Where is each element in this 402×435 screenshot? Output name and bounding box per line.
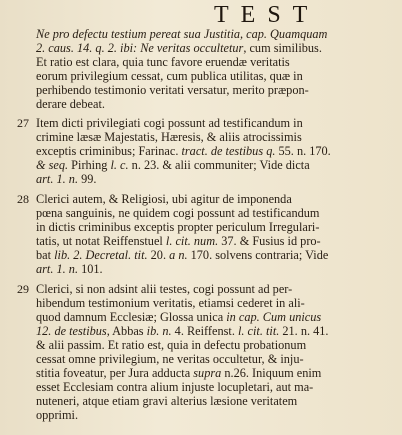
text-segment: 12. de testibus bbox=[36, 324, 107, 338]
text-segment: art. 1. n. bbox=[36, 262, 79, 276]
text-segment: 170. solvens contraria; Vide bbox=[187, 248, 329, 262]
text-segment: 99. bbox=[78, 172, 97, 186]
text-line bbox=[36, 172, 96, 186]
paragraph-number: 27 bbox=[17, 116, 29, 130]
text-segment: perhibendo testimonio veritati versatur, merito præpon- bbox=[36, 83, 309, 97]
text-segment: bat bbox=[36, 248, 55, 262]
text-segment: exceptis criminibus; Farinac. bbox=[36, 144, 182, 158]
text-segment: Ne pro defectu testium pereat sua Justitia, cap. Quamquam bbox=[36, 27, 328, 41]
text-segment: eorum privilegium cessat, cum publica utilitas, quæ in bbox=[36, 69, 303, 83]
text-segment: 2. caus. 14. q. 2. ibi: bbox=[36, 41, 141, 55]
text-line bbox=[36, 130, 302, 144]
text-segment: n. 23. & alii communiter; Vide dicta bbox=[128, 158, 310, 172]
text-segment: hibendum testimonium veritatis, etiamsi cederet in ali- bbox=[36, 296, 305, 310]
text-segment: Item dicti privilegiati cogi possunt ad testificandum in bbox=[36, 116, 303, 130]
text-segment: in cap. Cum unicus bbox=[226, 310, 322, 324]
text-line bbox=[36, 83, 309, 97]
text-segment: Clerici autem, & Religiosi, ubi agitur de imponenda bbox=[36, 192, 292, 206]
text-line bbox=[36, 324, 329, 338]
text-line bbox=[36, 220, 319, 234]
text-segment: cessat omne privilegium, ne veritas occultetur, & inju- bbox=[36, 352, 304, 366]
text-line bbox=[36, 296, 305, 310]
text-line bbox=[36, 192, 292, 206]
running-head: TEST bbox=[214, 2, 320, 28]
text-segment: 20. bbox=[147, 248, 170, 262]
text-segment: pœna sanguinis, ne quidem cogi possunt ad testificandum bbox=[36, 206, 320, 220]
text-line bbox=[36, 69, 303, 83]
text-segment: & seq. bbox=[36, 158, 69, 172]
text-segment: a n. bbox=[169, 248, 188, 262]
text-line bbox=[36, 41, 322, 55]
text-line bbox=[36, 27, 327, 41]
text-segment: Et ratio est clara, quia tunc favore eruendæ veritatis bbox=[36, 55, 290, 69]
text-segment: ib. n. bbox=[146, 324, 172, 338]
text-line bbox=[36, 116, 303, 130]
text-segment: , Abbas bbox=[106, 324, 147, 338]
paragraph-number: 28 bbox=[17, 192, 29, 206]
text-segment: in dictis criminibus exceptis propter periculum Irregulari- bbox=[36, 220, 320, 234]
text-line bbox=[36, 97, 105, 111]
text-segment: l. cit. num. bbox=[165, 234, 219, 248]
text-segment: nuteneri, atque etiam gravi alterius læsione veritatem bbox=[36, 394, 298, 408]
text-line bbox=[36, 366, 321, 380]
text-line bbox=[36, 55, 290, 69]
text-line bbox=[36, 158, 310, 172]
text-line bbox=[36, 282, 292, 296]
text-segment: esset Ecclesiam contra alium injuste locupletari, aut ma- bbox=[36, 380, 314, 394]
text-segment: 21. n. 41. bbox=[279, 324, 329, 338]
text-line bbox=[36, 248, 328, 262]
text-segment: , cum similibus. bbox=[243, 41, 322, 55]
text-segment: Clerici, si non adsint alii testes, cogi possunt ad per- bbox=[36, 282, 293, 296]
text-segment: 101. bbox=[78, 262, 103, 276]
text-segment: opprimi. bbox=[36, 408, 79, 422]
text-line bbox=[36, 144, 331, 158]
paragraph-number: 29 bbox=[17, 282, 29, 296]
text-segment: Ne veritas occultetur bbox=[140, 41, 244, 55]
text-segment: n.26. Iniquum enim bbox=[221, 366, 322, 380]
text-line bbox=[36, 352, 304, 366]
text-line bbox=[36, 338, 306, 352]
text-line bbox=[36, 394, 297, 408]
text-line bbox=[36, 262, 103, 276]
text-segment: quod damnum Ecclesiæ; Glossa unica bbox=[36, 310, 227, 324]
text-line bbox=[36, 206, 319, 220]
text-segment: & alii passim. Et ratio est, quia in defectu probationum bbox=[36, 338, 307, 352]
text-line bbox=[36, 310, 321, 324]
text-segment: l. cit. tit. bbox=[237, 324, 280, 338]
text-segment: art. 1. n. bbox=[36, 172, 79, 186]
text-segment: tract. de testibus q. bbox=[181, 144, 276, 158]
text-segment: lib. 2. Decretal. tit. bbox=[54, 248, 148, 262]
text-line bbox=[36, 234, 321, 248]
text-segment: stitia foveatur, per Jura adducta bbox=[36, 366, 194, 380]
text-segment: l. c. bbox=[110, 158, 129, 172]
text-line bbox=[36, 408, 78, 422]
text-segment: supra bbox=[193, 366, 222, 380]
text-segment: 4. Reiffenst. bbox=[171, 324, 238, 338]
text-segment: Pirhing bbox=[68, 158, 111, 172]
text-segment: 37. & Fusius id pro- bbox=[218, 234, 321, 248]
text-segment: crimine læsæ Majestatis, Hæresis, & aliis atrocissimis bbox=[36, 130, 302, 144]
text-segment: 55. n. 170. bbox=[275, 144, 331, 158]
text-line bbox=[36, 380, 313, 394]
text-segment: tatis, ut notat Reiffenstuel bbox=[36, 234, 166, 248]
text-segment: derare debeat. bbox=[36, 97, 105, 111]
